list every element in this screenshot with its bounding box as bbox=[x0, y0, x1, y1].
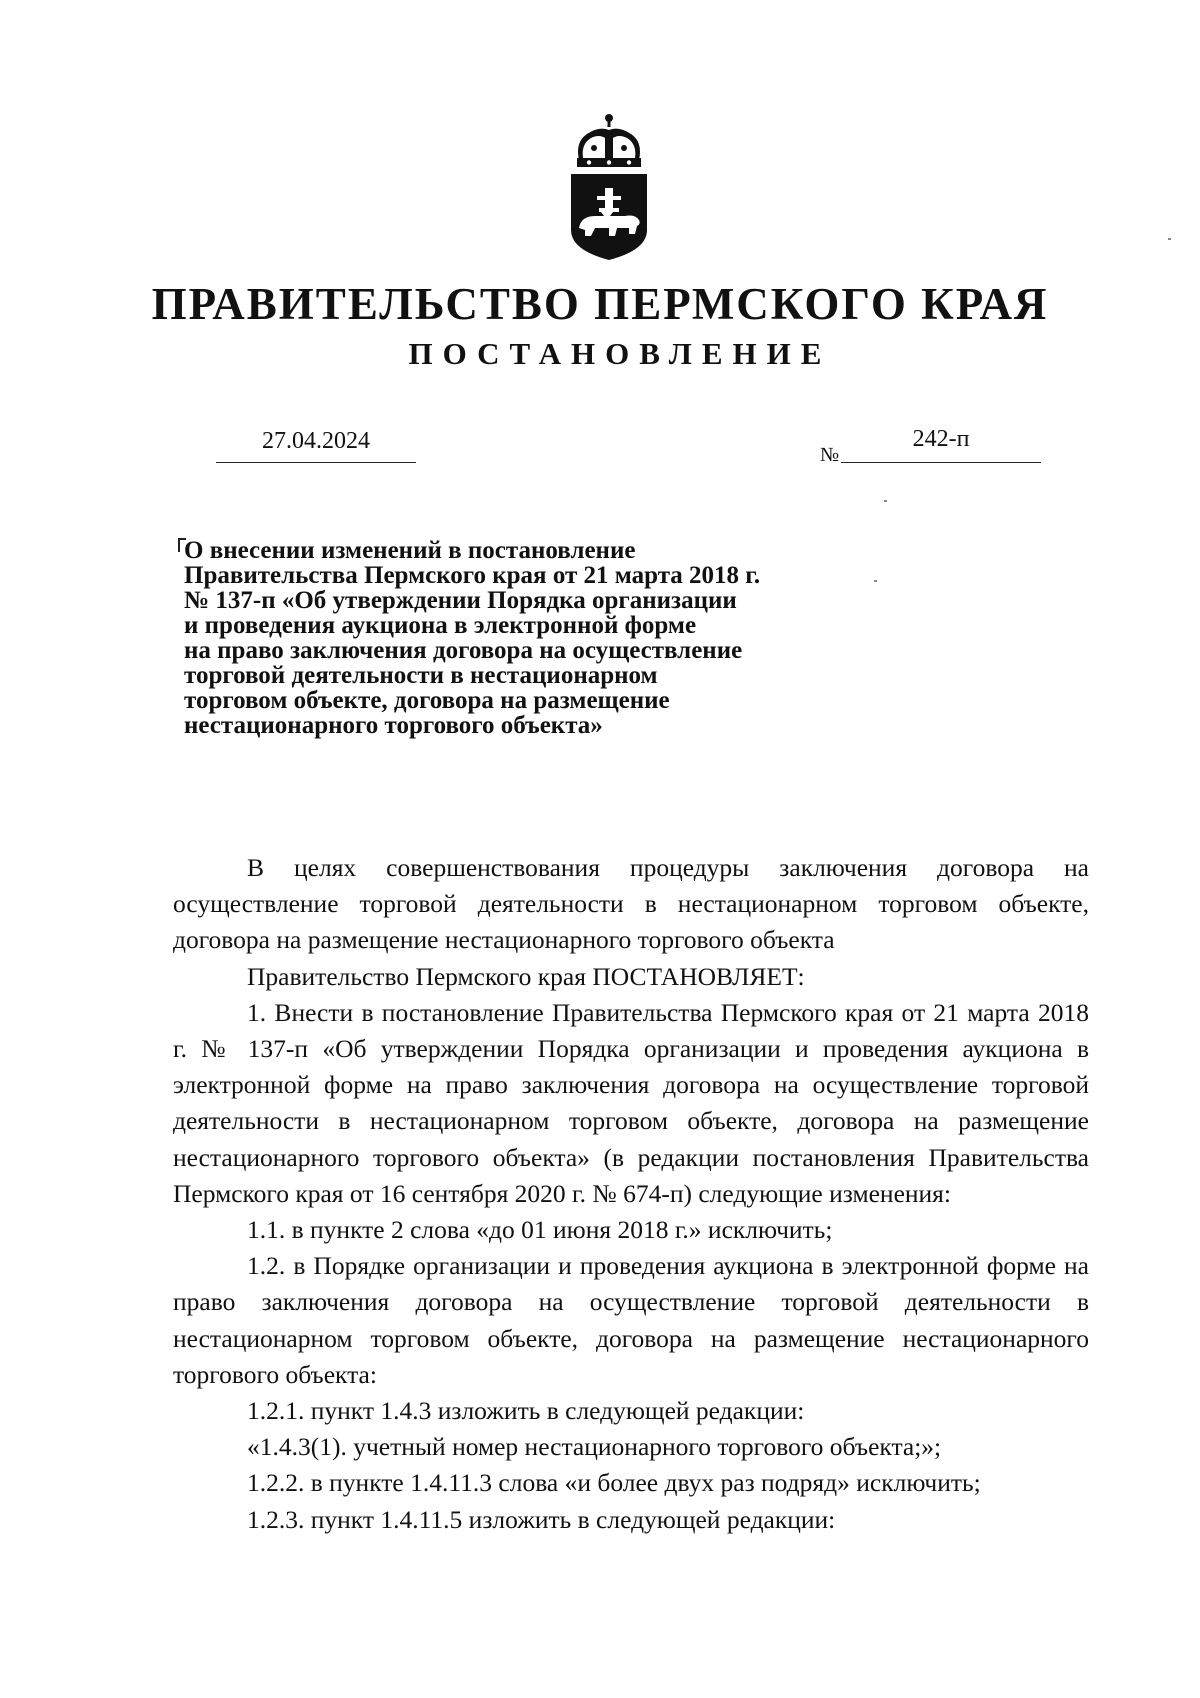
item-1-2-1-paragraph: 1.2.1. пункт 1.4.3 изложить в следующей редакции: bbox=[247, 1396, 805, 1426]
subject-line: торговой деятельности в нестационарном bbox=[184, 662, 658, 689]
item-1-2-paragraph: 1.2. в Порядке организации и проведения аукциона в электронной форме на право заключения договора на осуществление торговой деятельности в нестационарном торговом объекте, договора на размещение нестационарного торгового объекта: bbox=[173, 1251, 1089, 1389]
document-number: 242-п bbox=[912, 426, 970, 452]
preamble-paragraph: В целях совершенствования процедуры заключения договора на осуществление торговой деятельности в нестационарном торговом объекте, договора на размещение нестационарного торгового объекта bbox=[173, 853, 1089, 955]
resolves-paragraph: Правительство Пермского края ПОСТАНОВЛЯЕТ: bbox=[247, 961, 805, 991]
item-1-paragraph: 1. Внести в постановление Правительства Пермского края от 21 марта 2018 г. № 137-п «Об утверждении Порядка организации и проведения аукциона в электронной форме на право заключения договора на осуществление торговой деятельности в нестационарном торговом объекте, договора на размещение нестационарного торгового объекта» (в редакции постановления Правительства Пермского края от 16 сентября 2020 г. № 674-п) следующие изменения: bbox=[173, 997, 1089, 1208]
item-1-2-3-paragraph: 1.2.3. пункт 1.4.11.5 изложить в следующей редакции: bbox=[247, 1504, 836, 1534]
government-title: ПРАВИТЕЛЬСТВО ПЕРМСКОГО КРАЯ bbox=[151, 279, 1049, 329]
subject-line: на право заключения договора на осуществление bbox=[184, 637, 743, 664]
subject-line: № 137-п «Об утверждении Порядка организации bbox=[184, 587, 737, 614]
number-sign: № bbox=[820, 444, 840, 466]
document-type: ПОСТАНОВЛЕНИЕ bbox=[408, 336, 832, 371]
document-subject bbox=[184, 538, 884, 738]
subject-line: нестационарного торгового объекта» bbox=[184, 712, 603, 739]
document-date: 27.04.2024 bbox=[262, 428, 370, 454]
item-1-1-paragraph: 1.1. в пункте 2 слова «до 01 июня 2018 г.» исключить; bbox=[247, 1215, 833, 1245]
subject-line: О внесении изменений в постановление bbox=[184, 537, 636, 564]
scan-speck bbox=[1168, 238, 1171, 240]
coat-of-arms-icon bbox=[565, 112, 653, 260]
subject-line: торговом объекте, договора на размещение bbox=[184, 687, 670, 714]
item-1-2-1-text-paragraph: «1.4.3(1). учетный номер нестационарного торгового объекта;»; bbox=[247, 1432, 942, 1462]
date-underline bbox=[216, 462, 416, 463]
number-underline bbox=[841, 462, 1041, 463]
subject-line: Правительства Пермского края от 21 марта 2018 г. bbox=[184, 562, 761, 589]
crown-icon bbox=[577, 114, 641, 167]
item-1-2-2-paragraph: 1.2.2. в пункте 1.4.11.3 слова «и более двух раз подряд» исключить; bbox=[247, 1468, 981, 1498]
scan-speck bbox=[884, 500, 887, 502]
scan-speck bbox=[874, 580, 877, 582]
document-body bbox=[173, 850, 1089, 1538]
subject-line: и проведения аукциона в электронной форме bbox=[184, 612, 697, 639]
